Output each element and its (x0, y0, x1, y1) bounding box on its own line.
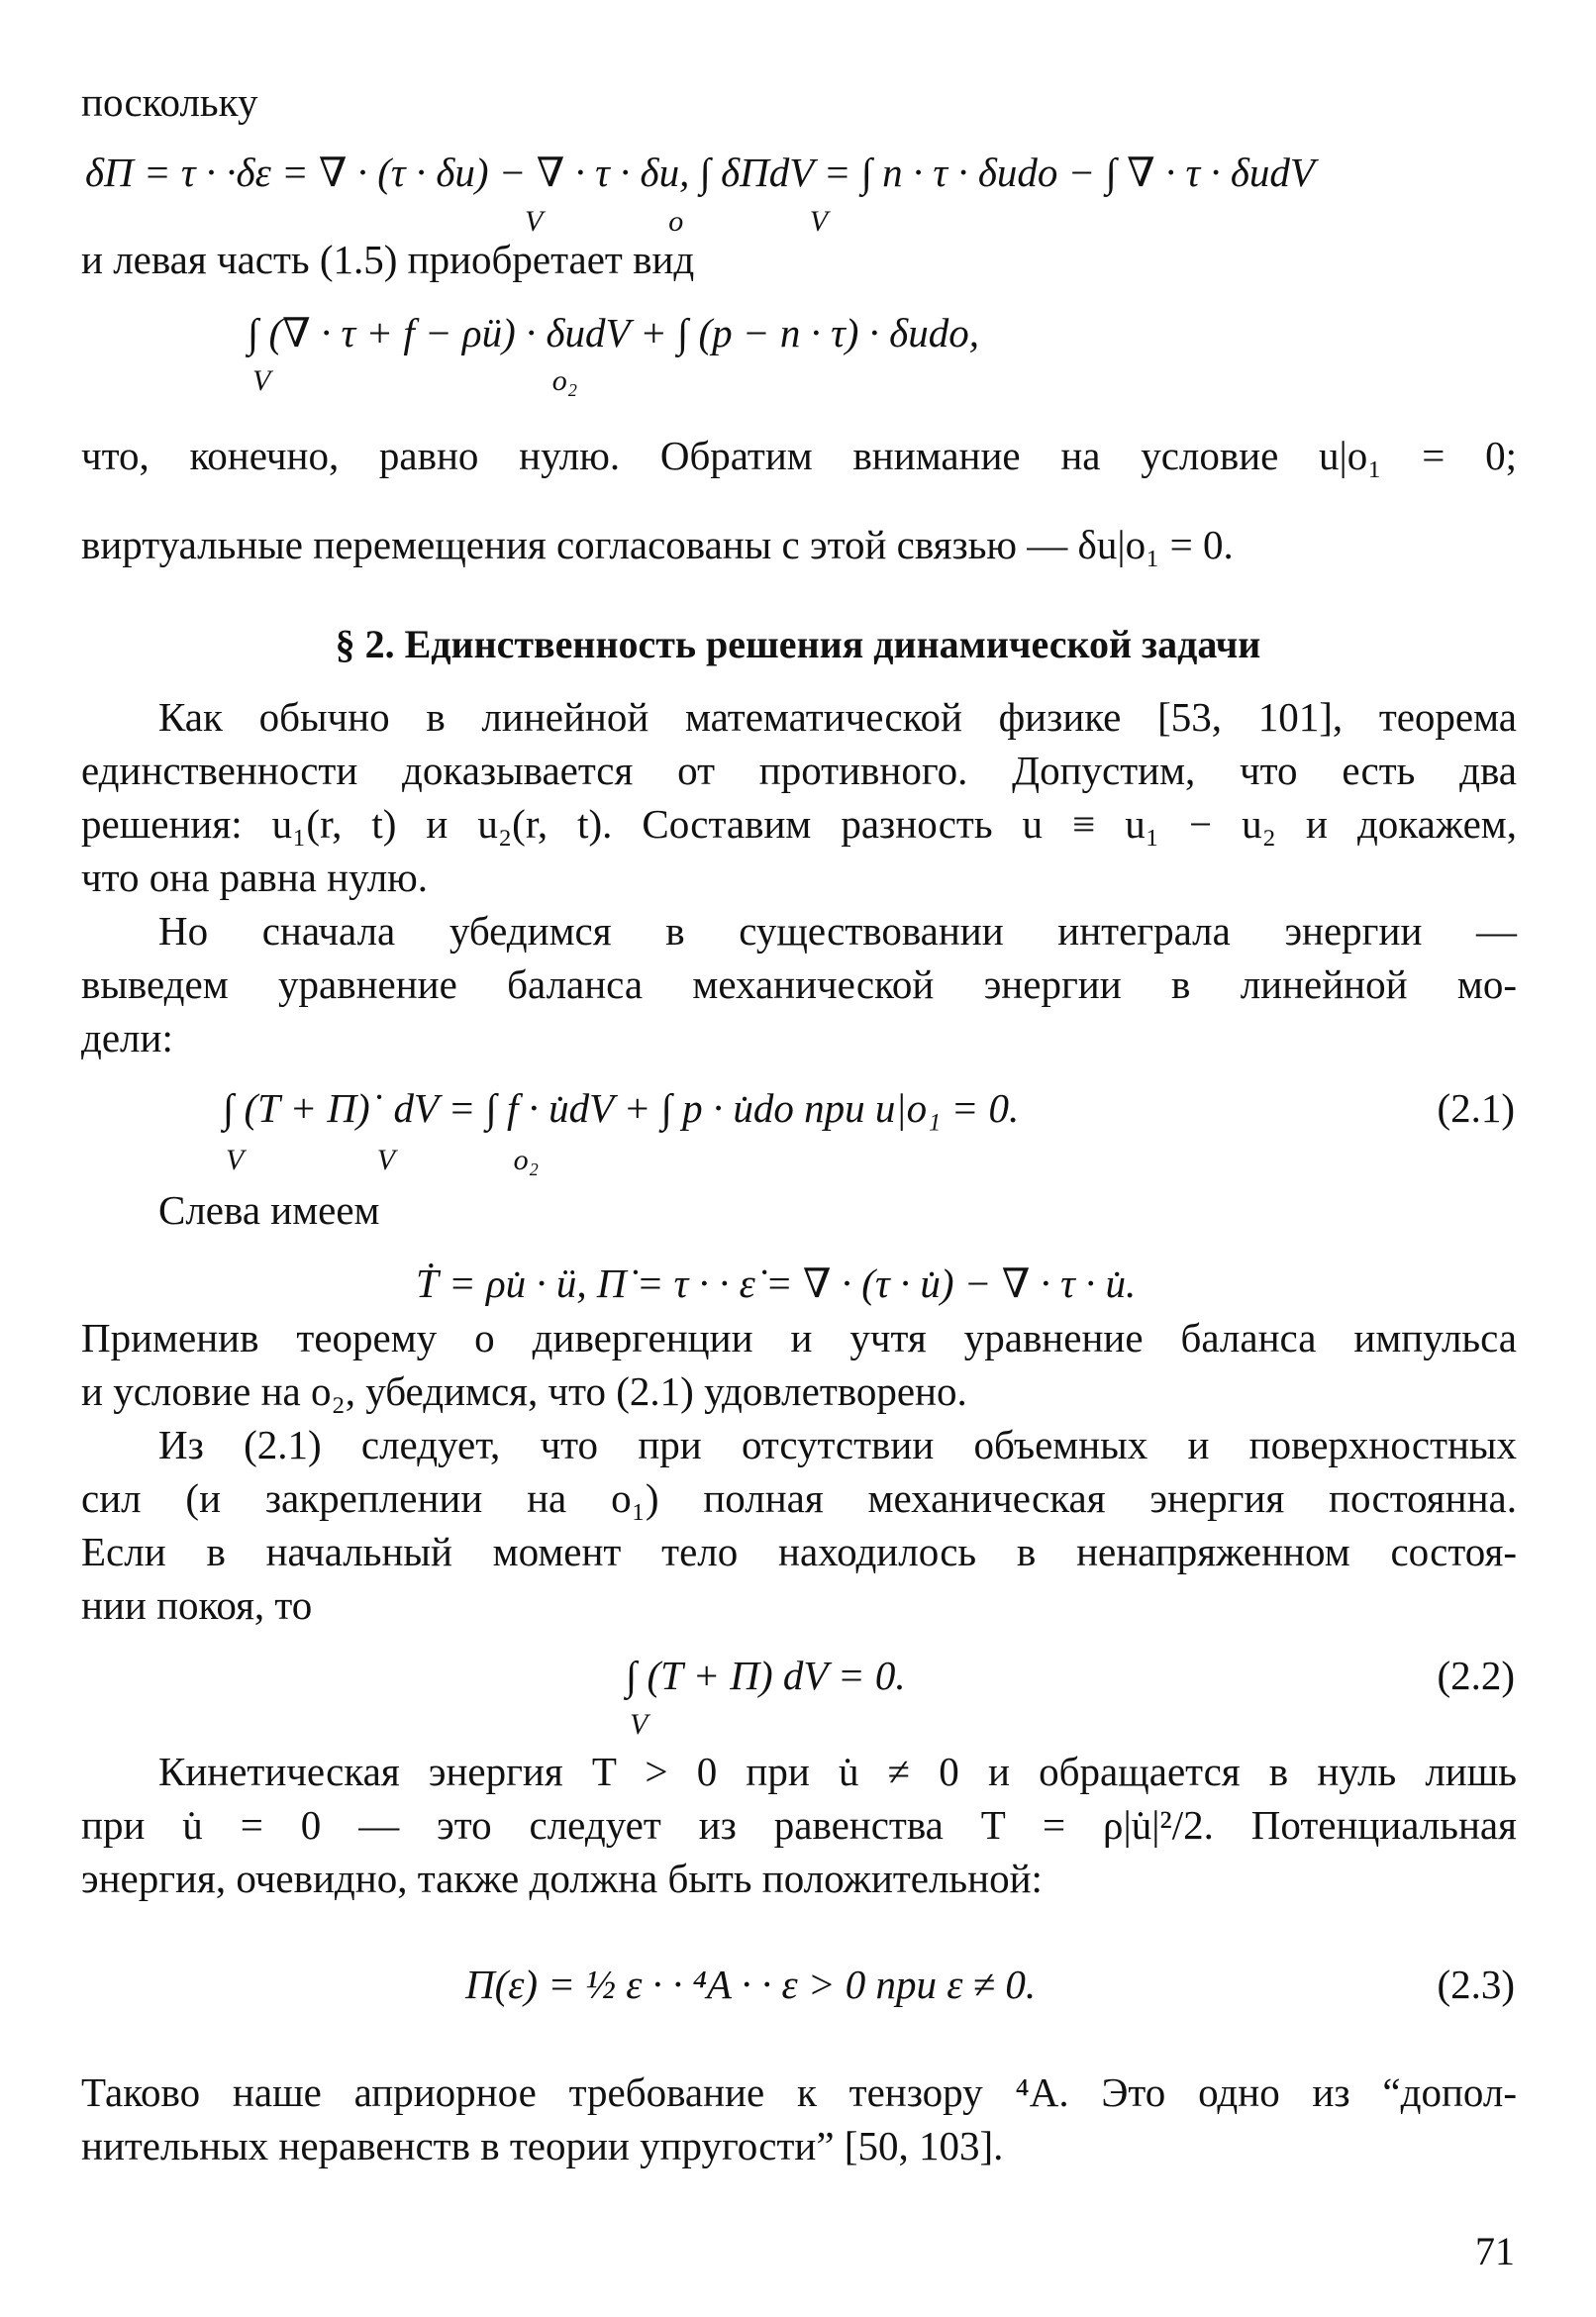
text-line: что, конечно, равно нулю. Обратим внимание на условие u|o₁ = 0; (81, 433, 1517, 478)
equation-2-3: Π(ε) = ½ ε · · ⁴A · · ε > 0 при ε ≠ 0. (465, 1962, 1037, 2007)
text-line: выведем уравнение баланса механической энергии в линейной мо- (81, 961, 1517, 1007)
text-line: Таково наше априорное требование к тензору ⁴A. Это одно из “допол- (81, 2069, 1517, 2115)
text-line: и условие на o₂, убедимся, что (2.1) удовлетворено. (81, 1368, 967, 1414)
equation-left-side: ∫ (∇ · τ + f − ρü) · δudV + ∫ (p − n · τ) · δudo, (248, 310, 979, 355)
text-line: нительных неравенств в теории упругости” [50, 103]. (81, 2123, 1004, 2168)
text-line: Если в начальный момент тело находилось в ненапряженном состоя- (81, 1529, 1517, 1574)
text-line: энергия, очевидно, также должна быть положительной: (81, 1856, 1043, 1901)
text-line: Как обычно в линейной математической физике [53, 101], теорема (158, 694, 1517, 740)
equation-subscript: V (630, 1708, 648, 1741)
text-line: виртуальные перемещения согласованы с этой связью — δu|o₁ = 0. (81, 522, 1234, 567)
text-line: Но сначала убедимся в существовании интеграла энергии — (158, 908, 1517, 954)
equation-number: (2.3) (1437, 1962, 1515, 2007)
text-line: единственности доказывается от противного. Допустим, что есть два (81, 748, 1517, 793)
page-number: 71 (1475, 2229, 1515, 2273)
equation-2-1: ∫ (T + Π)˙ dV = ∫ f · u̇dV + ∫ p · u̇do при u|o₁ = 0. (223, 1085, 1020, 1131)
equation-number: (2.1) (1437, 1085, 1515, 1131)
equation-time-derivatives: Ṫ = ρu̇ · ü, Π̇ = τ · · ε̇ = ∇ · (τ · u̇) − ∇ · τ · u̇. (416, 1260, 1137, 1306)
text-line: Кинетическая энергия T > 0 при u̇ ≠ 0 и обращается в нуль лишь (158, 1749, 1517, 1794)
text-line: при u̇ = 0 — это следует из равенства T = ρ|u̇|²/2. Потенциальная (81, 1802, 1517, 1848)
equation-variation: δΠ = τ · ·δε = ∇ · (τ · δu) − ∇ · τ · δu, ∫ δΠdV = ∫ n · τ · δudo − ∫ ∇ · τ · δudV (85, 150, 1315, 195)
text-line: нии покоя, то (81, 1582, 313, 1628)
text-line: Слева имеем (158, 1187, 380, 1233)
equation-subscripts: V V o₂ (226, 1144, 539, 1176)
equation-subscripts: V o₂ (252, 364, 578, 397)
text-line: дели: (81, 1015, 173, 1060)
text-line: поскольку (81, 79, 258, 125)
text-line: и левая часть (1.5) приобретает вид (81, 237, 695, 282)
text-line: сил (и закреплении на o₁) полная механическая энергия постоянна. (81, 1475, 1517, 1521)
text-line: Применив теорему о дивергенции и учтя уравнение баланса импульса (81, 1315, 1517, 1360)
text-line: Из (2.1) следует, что при отсутствии объемных и поверхностных (158, 1422, 1517, 1467)
text-line: решения: u₁(r, t) и u₂(r, t). Составим разность u ≡ u₁ − u₂ и докажем, (81, 801, 1517, 847)
equation-subscripts: V o V (525, 205, 829, 238)
equation-2-2: ∫ (T + Π) dV = 0. (626, 1653, 906, 1698)
text-line: что она равна нулю. (81, 855, 429, 900)
section-heading: § 2. Единственность решения динамической задачи (335, 622, 1261, 666)
equation-number: (2.2) (1437, 1653, 1515, 1698)
